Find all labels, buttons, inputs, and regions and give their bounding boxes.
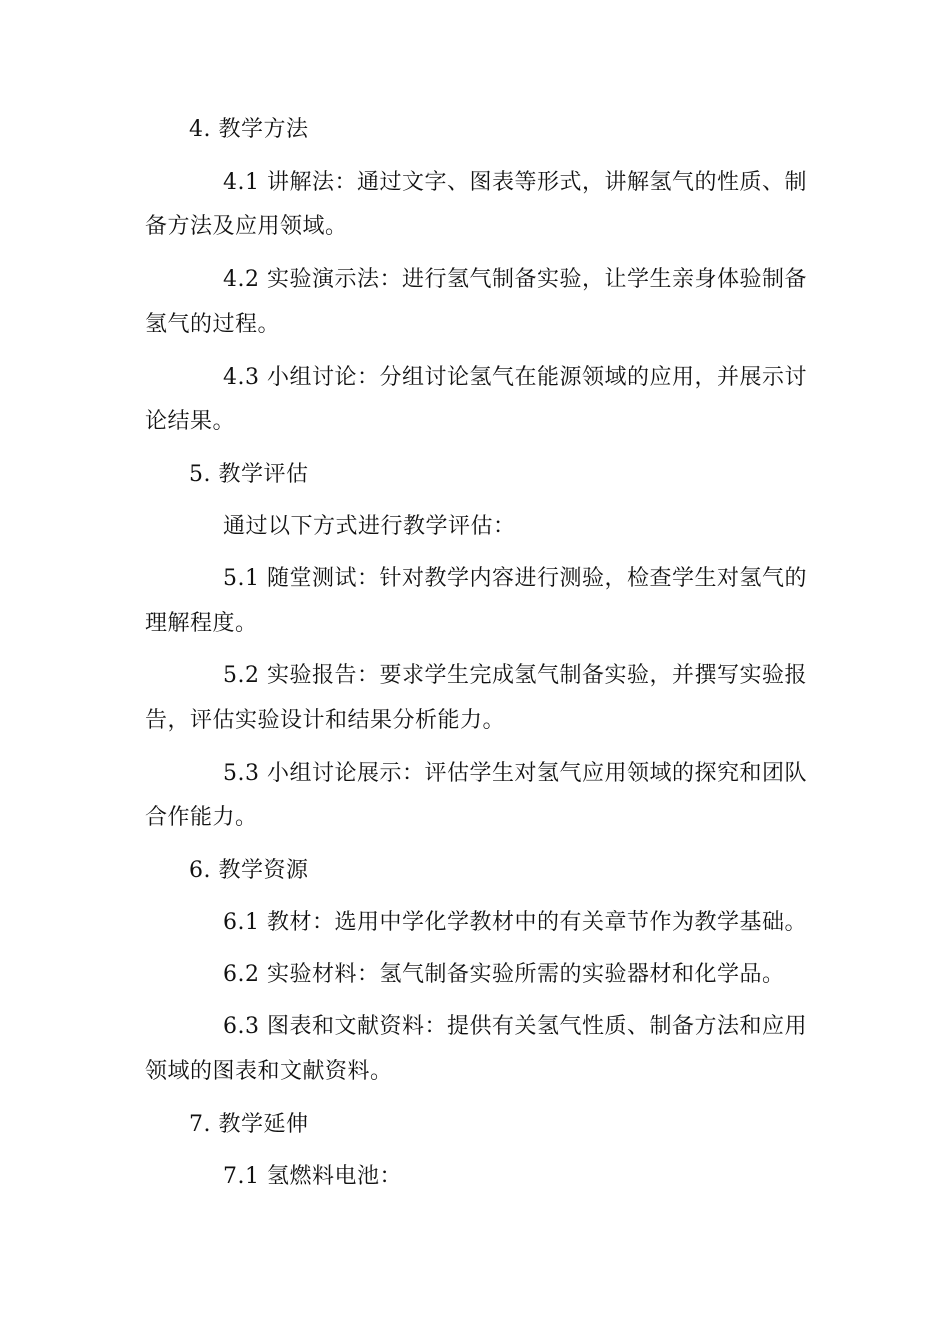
- paragraph-6-2-line1: 6.2 实验材料：氢气制备实验所需的实验器材和化学品。: [223, 962, 785, 987]
- section-heading-7: 7. 教学延伸: [189, 1112, 309, 1137]
- section-heading-4: 4. 教学方法: [189, 117, 309, 142]
- paragraph-6-3-line1: 6.3 图表和文献资料：提供有关氢气性质、制备方法和应用: [223, 1014, 807, 1039]
- paragraph-4-3-line1: 4.3 小组讨论：分组讨论氢气在能源领域的应用，并展示讨: [223, 365, 807, 390]
- paragraph-6-1-line1: 6.1 教材：选用中学化学教材中的有关章节作为教学基础。: [223, 910, 807, 935]
- paragraph-5-1-line2: 理解程度。: [145, 611, 258, 636]
- paragraph-7-1-line1: 7.1 氢燃料电池：: [223, 1164, 402, 1189]
- paragraph-4-1-line2: 备方法及应用领域。: [145, 214, 348, 239]
- paragraph-5-3-line2: 合作能力。: [145, 805, 258, 830]
- section-heading-5: 5. 教学评估: [189, 462, 309, 487]
- section-5-intro: 通过以下方式进行教学评估：: [223, 514, 516, 539]
- paragraph-4-3-line2: 论结果。: [145, 409, 236, 434]
- paragraph-4-1-line1: 4.1 讲解法：通过文字、图表等形式，讲解氢气的性质、制: [223, 170, 807, 195]
- section-heading-6: 6. 教学资源: [189, 858, 309, 883]
- paragraph-4-2-line1: 4.2 实验演示法：进行氢气制备实验，让学生亲身体验制备: [223, 267, 807, 292]
- paragraph-5-2-line2: 告，评估实验设计和结果分析能力。: [145, 708, 506, 733]
- paragraph-4-2-line2: 氢气的过程。: [145, 312, 281, 337]
- paragraph-5-2-line1: 5.2 实验报告：要求学生完成氢气制备实验，并撰写实验报: [223, 663, 807, 688]
- paragraph-6-3-line2: 领域的图表和文献资料。: [145, 1059, 393, 1084]
- paragraph-5-3-line1: 5.3 小组讨论展示：评估学生对氢气应用领域的探究和团队: [223, 761, 807, 786]
- paragraph-5-1-line1: 5.1 随堂测试：针对教学内容进行测验，检查学生对氢气的: [223, 566, 807, 591]
